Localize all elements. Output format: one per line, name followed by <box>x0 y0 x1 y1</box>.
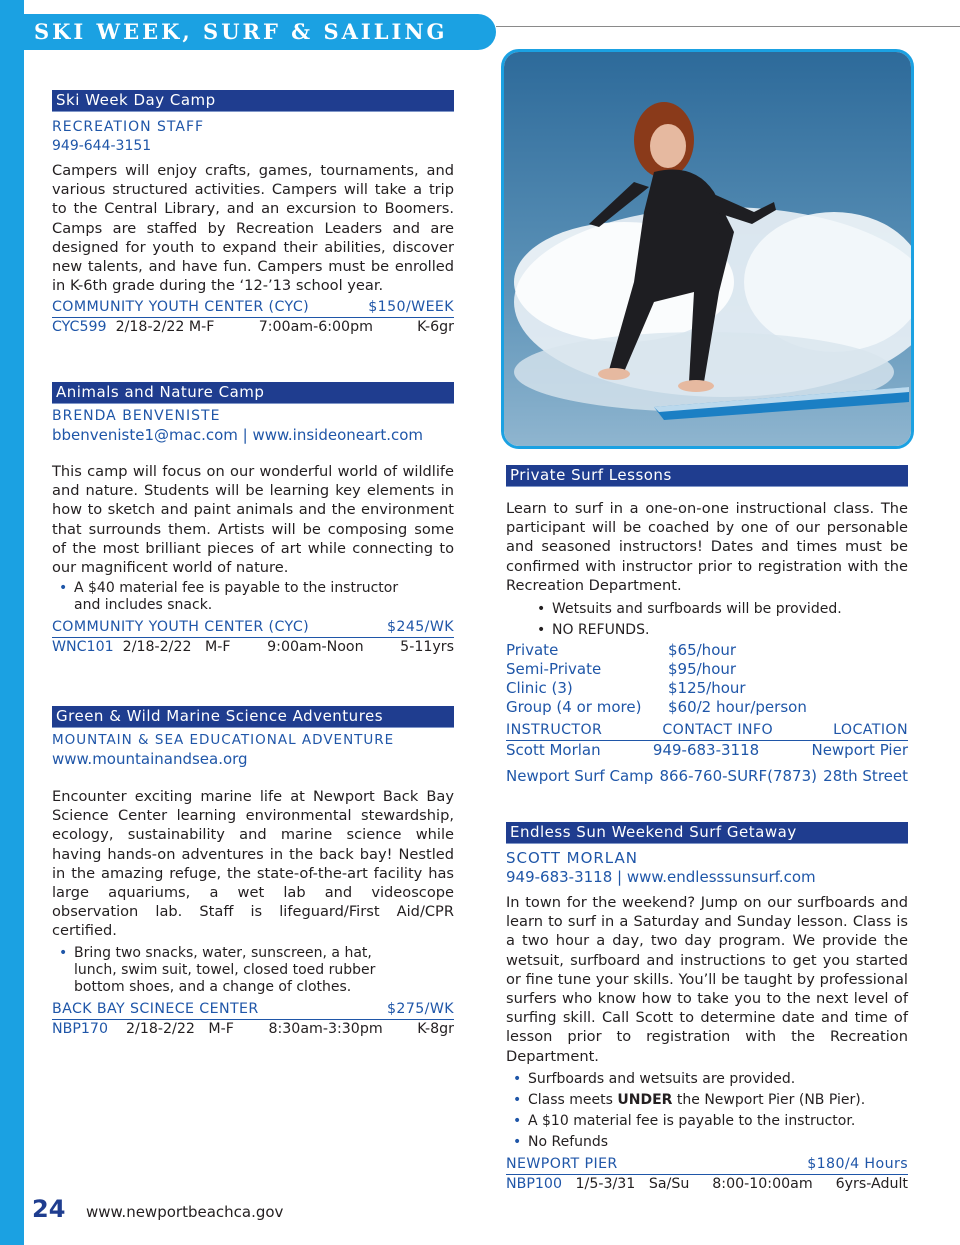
bullet-list <box>506 1069 908 1153</box>
instructor-header-row <box>506 721 908 741</box>
class-grade: K-8gr <box>417 1020 454 1037</box>
list-item: • A $10 material fee is payable to the instructor. <box>506 1111 908 1132</box>
class-days: M-F <box>208 1020 234 1037</box>
description: Encounter exciting marine life at Newport Back Bay Science Center learning environmental stewardship, ecology, sustainability and marine science while having hands-on adventures in the back bay! Nestled in the amazing refuge, the state-of-the-art facility has large aquariums, a wet lab and videoscope observation lab. Staff is lifeguard/First Aid/CPR certified. <box>52 788 454 940</box>
price-label: Semi-Private <box>506 660 602 679</box>
marine-section <box>52 706 454 1039</box>
class-code: WNC101 <box>52 639 114 656</box>
contact-name: BRENDA BENVENISTE <box>52 408 221 424</box>
bullet-icon: • <box>513 1070 522 1087</box>
bullet-icon: • <box>537 622 546 639</box>
description: Learn to surf in a one-on-one instructional class. The participant will be coached by one of our personable and seasoned instructors! Dates and times must be confirmed with instructor prior to registration with the Recreation Department. <box>506 500 908 594</box>
class-time: 8:30am-3:30pm <box>268 1020 383 1037</box>
price-list <box>506 641 908 717</box>
instructor-location: Newport Pier <box>811 741 908 760</box>
bullet-icon: • <box>59 580 68 597</box>
class-grade: 5-11yrs <box>400 639 454 656</box>
bullet-icon: • <box>513 1112 522 1129</box>
instructor-phone: 949-683-3118 <box>652 741 760 760</box>
page-number: 24 <box>32 1195 66 1223</box>
instructor-name: Newport Surf Camp <box>506 767 654 786</box>
bullet-icon: • <box>59 944 68 961</box>
price-value: $125/hour <box>668 679 746 698</box>
list-item: lunch, swim suit, towel, closed toed rubber <box>74 961 376 978</box>
bullet-icon: • <box>513 1133 522 1150</box>
description: In town for the weekend? Jump on our surfboards and learn to surf in a Saturday and Sunday lesson. Class is a two hour a day, two day program. We provide the wetsuit, surfboard and instructions to get you started or fine tune your skills. You’ll be taught by professional surfers who know how to take you to the next level of surfing skill. Call Scott to determine date and time of lesson prior to registration with the Recreation Department. <box>506 894 908 1065</box>
price-value: $95/hour <box>668 660 737 679</box>
class-row <box>506 1175 908 1194</box>
list-item: • Wetsuits and surfboards will be provided. <box>530 599 908 620</box>
class-code: CYC599 <box>52 319 107 336</box>
class-grade: 6yrs-Adult <box>835 1175 908 1192</box>
instructor-location: 28th Street <box>823 767 908 786</box>
sidebar-stripe <box>0 0 24 1245</box>
list-item: • Bring two snacks, water, sunscreen, a hat, <box>59 944 372 961</box>
page-title: SKI WEEK, SURF & SAILING <box>34 19 448 44</box>
price: $245/WK <box>386 619 454 636</box>
instructor-name: Scott Morlan <box>506 741 601 760</box>
instructor-row <box>506 767 908 786</box>
class-time: 7:00am-6:00pm <box>258 319 373 336</box>
contact-name: MOUNTAIN & SEA EDUCATIONAL ADVENTURE <box>52 732 395 748</box>
private-surf-section <box>506 465 908 786</box>
bullet-icon: • <box>537 601 546 618</box>
class-time: 8:00-10:00am <box>712 1175 813 1192</box>
location-row <box>506 1155 908 1175</box>
price: $275/WK <box>386 1000 454 1017</box>
class-days: Sa/Su <box>648 1175 690 1192</box>
location: BACK BAY SCINECE CENTER <box>52 1000 259 1017</box>
ski-week-section <box>52 90 454 337</box>
class-dates: 2/18-2/22 M-F <box>115 319 215 336</box>
bullet-list <box>52 580 454 614</box>
price-value: $60/2 hour/person <box>668 698 807 717</box>
class-row <box>52 638 454 657</box>
list-item: • No Refunds <box>506 1132 908 1153</box>
section-title: Green & Wild Marine Science Adventures <box>52 706 454 728</box>
location: NEWPORT PIER <box>506 1155 618 1172</box>
contact-name: RECREATION STAFF <box>52 119 205 135</box>
price-label: Private <box>506 641 559 660</box>
list-item: and includes snack. <box>74 597 213 614</box>
bullet-list <box>52 945 454 996</box>
class-time: 9:00am-Noon <box>267 639 364 656</box>
class-row <box>52 1020 454 1039</box>
section-title: Endless Sun Weekend Surf Getaway <box>506 822 908 844</box>
class-days: M-F <box>205 639 231 656</box>
section-title: Ski Week Day Camp <box>52 90 454 112</box>
section-title: Animals and Nature Camp <box>52 382 454 404</box>
location-row <box>52 618 454 638</box>
description: This camp will focus on our wonderful world of wildlife and nature. Students will be learning key elements in how to sketch and paint animals and the environment that surrounds them. Artists will be composing some of the most brilliant pieces of art while connecting to our magnificent world of nature. <box>52 463 454 577</box>
class-dates: 2/18-2/22 <box>122 639 192 656</box>
surfer-image-icon <box>504 52 911 446</box>
list-item: bottom shoes, and a change of clothes. <box>74 978 352 995</box>
location: COMMUNITY YOUTH CENTER (CYC) <box>52 299 310 316</box>
class-row <box>52 318 454 337</box>
contact-phone-website: 949-683-3118 | www.endlesssunsurf.com <box>506 868 816 886</box>
price: $180/4 Hours <box>807 1155 908 1172</box>
location-row <box>52 1000 454 1020</box>
class-grade: K-6gr <box>417 319 454 336</box>
class-dates: 1/5-3/31 <box>575 1175 636 1192</box>
list-item: • Surfboards and wetsuits are provided. <box>506 1069 908 1090</box>
list-item: • NO REFUNDS. <box>530 620 908 641</box>
class-code: NBP100 <box>506 1175 562 1192</box>
column-header: LOCATION <box>833 722 908 739</box>
price: $150/WEEK <box>368 299 454 316</box>
price-label: Clinic (3) <box>506 679 573 698</box>
header-rule <box>496 26 960 27</box>
location: COMMUNITY YOUTH CENTER (CYC) <box>52 619 310 636</box>
price-value: $65/hour <box>668 641 737 660</box>
instructor-row <box>506 741 908 760</box>
bullet-list <box>506 599 908 641</box>
contact-name: SCOTT MORLAN <box>506 849 638 867</box>
column-header: CONTACT INFO <box>662 722 774 739</box>
instructor-phone: 866-760-SURF(7873) <box>659 767 817 786</box>
contact-phone: 949-644-3151 <box>52 138 152 154</box>
section-title: Private Surf Lessons <box>506 465 908 487</box>
list-item: • Class meets UNDER the Newport Pier (NB Pier). <box>506 1090 908 1111</box>
surfer-photo <box>501 49 914 449</box>
column-header: INSTRUCTOR <box>506 722 603 739</box>
class-dates: 2/18-2/22 <box>126 1020 195 1037</box>
footer-website-link[interactable]: www.newportbeachca.gov <box>86 1203 284 1221</box>
animals-section <box>52 382 454 657</box>
price-label: Group (4 or more) <box>506 698 642 717</box>
list-item: • A $40 material fee is payable to the instructor <box>59 580 399 597</box>
endless-sun-section <box>506 822 908 1194</box>
bullet-icon: • <box>513 1091 522 1108</box>
contact-website: www.mountainandsea.org <box>52 750 248 768</box>
class-code: NBP170 <box>52 1020 108 1037</box>
description: Campers will enjoy crafts, games, tournaments, and various structured activities. Campers will take a trip to the Central Library, and an excursion to Boomers. Camps are staffed by Recreation Leaders and are designed for youth to expand their abilities, discover new talents, and have fun. Campers must be enrolled in K-6th grade during the ‘12-’13 school year. <box>52 162 454 295</box>
contact-email: bbenveniste1@mac.com | www.insideoneart.com <box>52 426 424 444</box>
location-row <box>52 298 454 318</box>
